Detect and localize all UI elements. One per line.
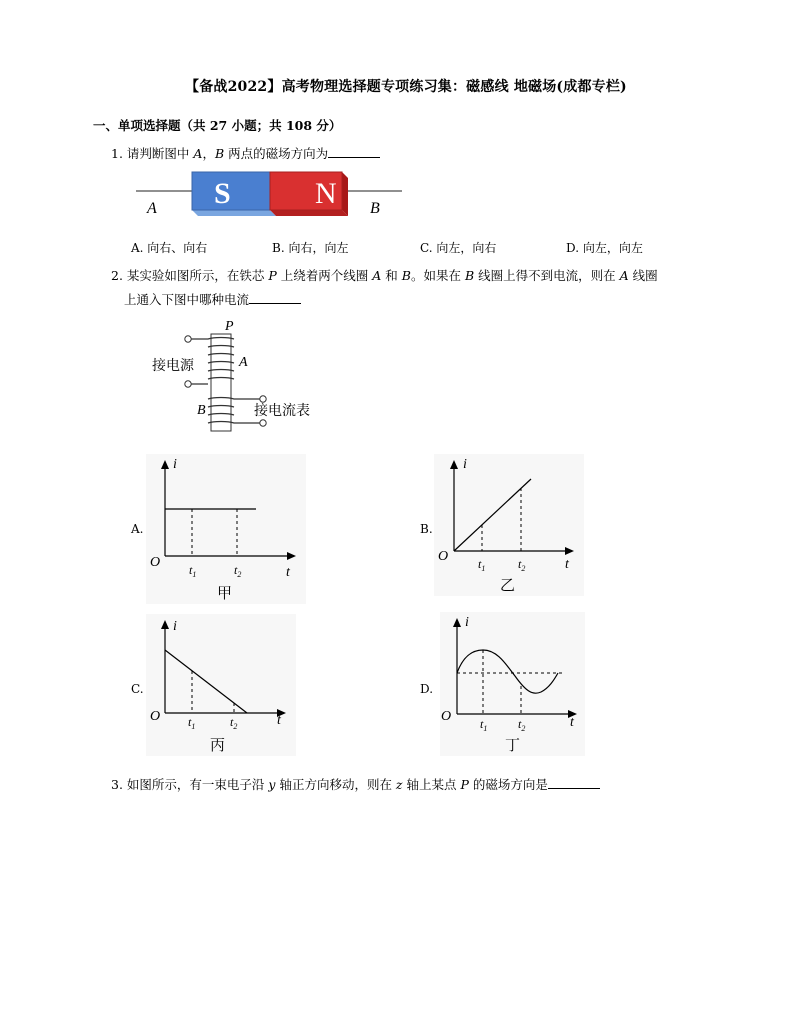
- answer-blank[interactable]: [548, 777, 600, 789]
- bar-magnet-figure: [130, 166, 410, 222]
- origin-label: O: [150, 555, 161, 570]
- option-d[interactable]: D. 向左，向左: [566, 241, 643, 255]
- s-pole-label: S: [214, 177, 231, 210]
- label-a: A: [147, 200, 157, 217]
- section-heading: 一、单项选择题（共 27 小题；共 108 分）: [93, 118, 342, 133]
- y-axis-label: i: [173, 457, 177, 472]
- graph-b: [434, 454, 584, 596]
- x-axis-label: t: [286, 565, 290, 580]
- t2-label: $t_2$: [234, 563, 242, 579]
- y-axis-label: i: [173, 619, 177, 634]
- terminal-power-2: [185, 381, 191, 387]
- question-2-text-line2: 上通入下图中哪种电流: [124, 290, 301, 308]
- y-axis-label: i: [465, 615, 469, 630]
- t1-label: $t_1$: [478, 557, 486, 573]
- option-a[interactable]: A. 向右、向右: [131, 241, 208, 255]
- origin-label: O: [150, 709, 161, 724]
- origin-label: O: [438, 549, 449, 564]
- graph-d-option-label[interactable]: D.: [420, 682, 434, 696]
- graph-name: 丙: [210, 736, 226, 754]
- coil-b-label: B: [197, 403, 206, 418]
- core-label-p: P: [225, 319, 234, 334]
- origin-label: O: [441, 709, 452, 724]
- point-b-var: B: [214, 146, 225, 161]
- graph-name: 丁: [505, 736, 521, 754]
- coil-a-label: A: [239, 355, 248, 370]
- power-label: 接电源: [152, 358, 194, 374]
- page-title: 【备战2022】高考物理选择题专项练习集：磁感线 地磁场(成都专栏): [185, 79, 627, 95]
- terminal-meter-1: [260, 396, 266, 402]
- question-2-text-line1: 2. 某实验如图所示，在铁芯 P 上绕着两个线圈 A 和 B。如果在 B 线圈上得不到电流，则在 A 线圈: [111, 268, 658, 283]
- graph-b-option-label[interactable]: B.: [420, 522, 433, 536]
- t1-label: $t_1$: [188, 715, 196, 731]
- y-axis-label: i: [463, 457, 467, 472]
- graph-d: [440, 612, 585, 756]
- coil-figure: [148, 316, 318, 436]
- option-b[interactable]: B. 向右，向左: [272, 241, 349, 255]
- iron-core: [211, 334, 231, 431]
- graph-name: 乙: [500, 576, 516, 594]
- answer-blank[interactable]: [249, 292, 301, 304]
- answer-blank[interactable]: [328, 146, 380, 158]
- n-pole-label: N: [315, 177, 337, 210]
- t1-label: $t_1$: [189, 563, 197, 579]
- t1-label: $t_1$: [480, 717, 488, 733]
- t2-label: $t_2$: [518, 717, 526, 733]
- t2-label: $t_2$: [518, 557, 526, 573]
- terminal-power-1: [185, 336, 191, 342]
- question-number: 1.: [111, 146, 123, 161]
- question-3-text: 3. 如图所示，有一束电子沿 y 轴正方向移动，则在 z 轴上某点 P 的磁场方向是: [111, 775, 600, 793]
- graph-name: 甲: [217, 584, 233, 602]
- x-axis-label: t: [565, 557, 569, 572]
- graph-c-option-label[interactable]: C.: [131, 682, 144, 696]
- question-number: 2.: [111, 268, 123, 283]
- t2-label: $t_2$: [230, 715, 238, 731]
- question-1-text: 1. 请判断图中 A，B 两点的磁场方向为: [111, 144, 380, 162]
- x-axis-label: t: [277, 713, 281, 728]
- graph-c: [146, 614, 296, 756]
- x-axis-label: t: [570, 715, 574, 730]
- graph-a-option-label[interactable]: A.: [131, 522, 144, 536]
- magnet-n-pole: [270, 172, 348, 216]
- question-text: 请判断图中: [126, 146, 194, 161]
- option-c[interactable]: C. 向左，向右: [420, 241, 497, 255]
- terminal-meter-2: [260, 420, 266, 426]
- meter-label: 接电流表: [254, 403, 310, 419]
- point-a-var: A: [193, 146, 203, 161]
- magnet-s-pole: [192, 172, 276, 216]
- label-b: B: [370, 200, 380, 217]
- question-number: 3.: [111, 777, 123, 792]
- graph-a: [146, 454, 306, 604]
